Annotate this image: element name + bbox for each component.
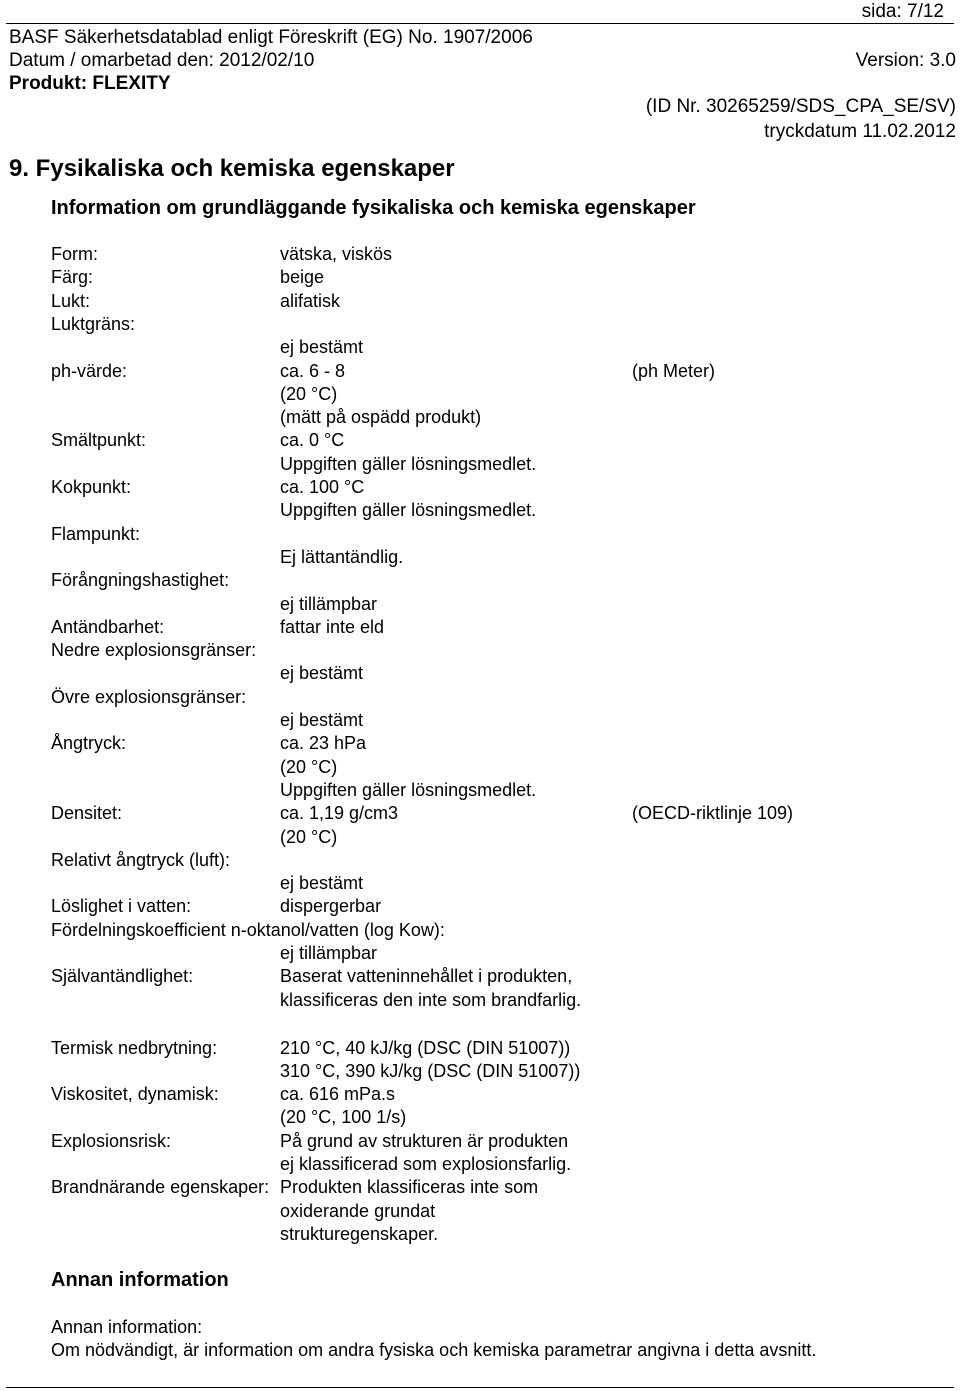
property-value: alifatisk <box>280 290 341 311</box>
property-label: Viskositet, dynamisk: <box>51 1084 219 1105</box>
property-label: ph-värde: <box>51 360 128 381</box>
property-value: klassificeras den inte som brandfarlig. <box>280 989 582 1010</box>
property-label: Termisk nedbrytning: <box>51 1037 218 1058</box>
property-value: ca. 1,19 g/cm3 <box>280 803 399 824</box>
property-value: ej bestämt <box>280 873 364 894</box>
document-title: BASF Säkerhetsdatablad enligt Föreskrift (EG) No. 1907/2006 <box>9 27 533 48</box>
property-label: Explosionsrisk: <box>51 1130 172 1151</box>
property-value: dispergerbar <box>280 896 382 917</box>
property-label: Lukt: <box>51 290 91 311</box>
product-name: Produkt: FLEXITY <box>9 73 171 94</box>
property-method: (OECD-riktlinje 109) <box>632 803 794 824</box>
property-value: fattar inte eld <box>280 616 385 637</box>
property-value: ej bestämt <box>280 337 364 358</box>
property-value: Uppgiften gäller lösningsmedlet. <box>280 453 537 474</box>
property-value: beige <box>280 267 325 288</box>
annan-heading: Annan information <box>51 1269 229 1291</box>
property-value: (20 °C) <box>280 756 338 777</box>
property-value: Uppgiften gäller lösningsmedlet. <box>280 779 537 800</box>
footer-divider <box>6 1387 954 1388</box>
property-label: Kokpunkt: <box>51 477 132 497</box>
property-value: strukturegenskaper. <box>280 1223 439 1244</box>
property-value: Baserat vatteninnehållet i produkten, <box>280 966 573 987</box>
property-method: (ph Meter) <box>632 360 716 381</box>
property-label: Nedre explosionsgränser: <box>51 640 257 661</box>
property-value: ej bestämt <box>280 710 364 730</box>
property-label: Färg: <box>51 267 94 288</box>
print-date: tryckdatum 11.02.2012 <box>764 121 956 142</box>
property-label: Brandnärande egenskaper: <box>51 1177 270 1198</box>
property-label: Förångningshastighet: <box>51 570 230 591</box>
annan-text: Om nödvändigt, är information om andra fysiska och kemiska parametrar angivna i detta avsnitt. <box>51 1340 817 1360</box>
property-label: Form: <box>51 244 98 264</box>
property-label: Luktgräns: <box>51 313 136 334</box>
property-label: Densitet: <box>51 803 123 824</box>
property-value: På grund av strukturen är produkten <box>280 1130 569 1151</box>
property-value: ej tillämpbar <box>280 593 378 614</box>
section-heading: 9. Fysikaliska och kemiska egenskaper <box>9 155 455 182</box>
property-value: oxiderande grundat <box>280 1200 436 1221</box>
property-label: Ångtryck: <box>51 733 127 754</box>
property-label: Självantändlighet: <box>51 966 194 987</box>
property-label: Flampunkt: <box>51 523 141 544</box>
property-value: ej tillämpbar <box>280 943 378 963</box>
property-value: ej klassificerad som explosionsfarlig. <box>280 1154 572 1174</box>
property-value: ca. 0 °C <box>280 430 345 451</box>
property-value: ej bestämt <box>280 663 364 684</box>
property-value: 310 °C, 390 kJ/kg (DSC (DIN 51007)) <box>280 1060 581 1081</box>
property-value: (20 °C) <box>280 826 338 847</box>
property-value: ca. 616 mPa.s <box>280 1084 396 1105</box>
property-value: Uppgiften gäller lösningsmedlet. <box>280 500 537 521</box>
section-subheading: Information om grundläggande fysikaliska och kemiska egenskaper <box>51 197 696 219</box>
property-value: ca. 6 - 8 <box>280 360 346 381</box>
property-value: ca. 100 °C <box>280 477 365 497</box>
property-value: ca. 23 hPa <box>280 733 367 754</box>
property-label: Fördelningskoefficient n-oktanol/vatten (log Kow): <box>51 919 445 940</box>
property-label: Löslighet i vatten: <box>51 896 192 917</box>
page-number: sida: 7/12 <box>861 1 944 22</box>
property-label: Relativt ångtryck (luft): <box>51 849 231 870</box>
property-label: Övre explosionsgränser: <box>51 686 247 707</box>
property-value: (mätt på ospädd produkt) <box>280 407 482 428</box>
property-value: vätska, viskös <box>280 244 393 264</box>
property-value: (20 °C) <box>280 383 338 404</box>
revision-date: Datum / omarbetad den: 2012/02/10 <box>9 50 315 71</box>
property-value: Ej lättantändlig. <box>280 546 404 567</box>
header-divider <box>6 23 954 24</box>
property-value: Produkten klassificeras inte som <box>280 1177 539 1198</box>
annan-label: Annan information: <box>51 1317 203 1337</box>
version: Version: 3.0 <box>855 50 956 71</box>
document-id: (ID Nr. 30265259/SDS_CPA_SE/SV) <box>645 96 956 117</box>
property-label: Antändbarhet: <box>51 616 165 637</box>
property-value: 210 °C, 40 kJ/kg (DSC (DIN 51007)) <box>280 1037 571 1058</box>
property-label: Smältpunkt: <box>51 430 147 451</box>
property-value: (20 °C, 100 1/s) <box>280 1107 407 1128</box>
